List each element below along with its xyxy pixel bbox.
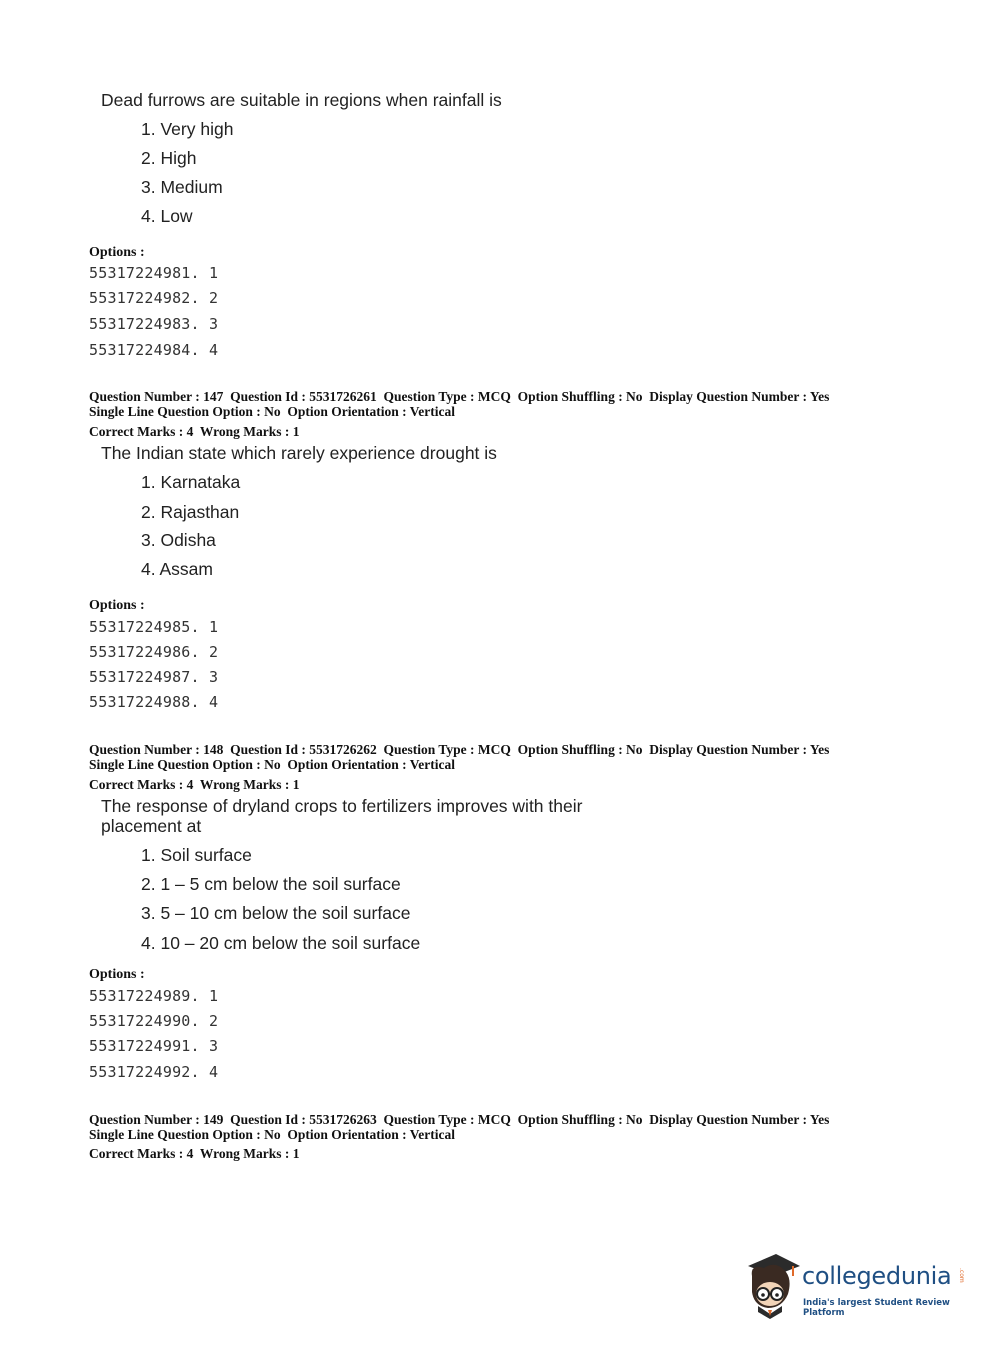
option-id: 55317224984. 4 [89,341,219,359]
choice-4: 4. Assam [141,559,213,579]
choice-1: 1. Very high [141,119,234,139]
mascot-icon [742,1250,804,1320]
option-id: 55317224992. 4 [89,1063,219,1081]
options-label: Options : [89,967,145,982]
question-text: The Indian state which rarely experience drought is [101,443,497,463]
option-id: 55317224991. 3 [89,1037,219,1055]
choice-2: 2. High [141,148,197,168]
options-label: Options : [89,245,145,260]
options-label: Options : [89,598,145,613]
choice-3: 3. Medium [141,177,223,197]
question-meta-line: Single Line Question Option : No Option Orientation : Vertical [89,404,456,419]
option-id: 55317224987. 3 [89,668,219,686]
option-id: 55317224986. 2 [89,643,219,661]
choice-1: 1. Soil surface [141,845,252,865]
question-meta-line: Question Number : 148 Question Id : 5531726262 Question Type : MCQ Option Shuffling : No Display Question Number : Yes [89,742,830,757]
logo-tagline: India's largest Student Review Platform [803,1298,950,1318]
marks-line: Correct Marks : 4 Wrong Marks : 1 [89,1146,300,1161]
choice-3: 3. 5 – 10 cm below the soil surface [141,903,411,923]
question-meta-line: Single Line Question Option : No Option Orientation : Vertical [89,757,456,772]
option-id: 55317224990. 2 [89,1012,219,1030]
option-id: 55317224985. 1 [89,618,219,636]
choice-3: 3. Odisha [141,530,216,550]
question-meta-line: Single Line Question Option : No Option Orientation : Vertical [89,1127,456,1142]
question-meta-line: Question Number : 147 Question Id : 5531726261 Question Type : MCQ Option Shuffling : No Display Question Number : Yes [89,389,830,404]
option-id: 55317224989. 1 [89,987,219,1005]
marks-line: Correct Marks : 4 Wrong Marks : 1 [89,777,300,792]
choice-4: 4. 10 – 20 cm below the soil surface [141,933,421,953]
option-id: 55317224982. 2 [89,289,219,307]
question-text: Dead furrows are suitable in regions when rainfall is [101,90,502,110]
choice-4: 4. Low [141,206,193,226]
choice-2: 2. Rajasthan [141,502,240,522]
question-text: placement at [101,816,202,836]
option-id: 55317224981. 1 [89,264,219,282]
logo-wordmark: collegedunia [802,1262,952,1290]
question-meta-line: Question Number : 149 Question Id : 5531726263 Question Type : MCQ Option Shuffling : No Display Question Number : Yes [89,1112,830,1127]
option-id: 55317224983. 3 [89,315,219,333]
question-text: The response of dryland crops to fertilizers improves with their [101,796,583,816]
choice-2: 2. 1 – 5 cm below the soil surface [141,874,401,894]
choice-1: 1. Karnataka [141,472,241,492]
collegedunia-logo[interactable] [742,1250,972,1320]
marks-line: Correct Marks : 4 Wrong Marks : 1 [89,424,300,439]
logo-com: .com [958,1268,965,1283]
option-id: 55317224988. 4 [89,693,219,711]
